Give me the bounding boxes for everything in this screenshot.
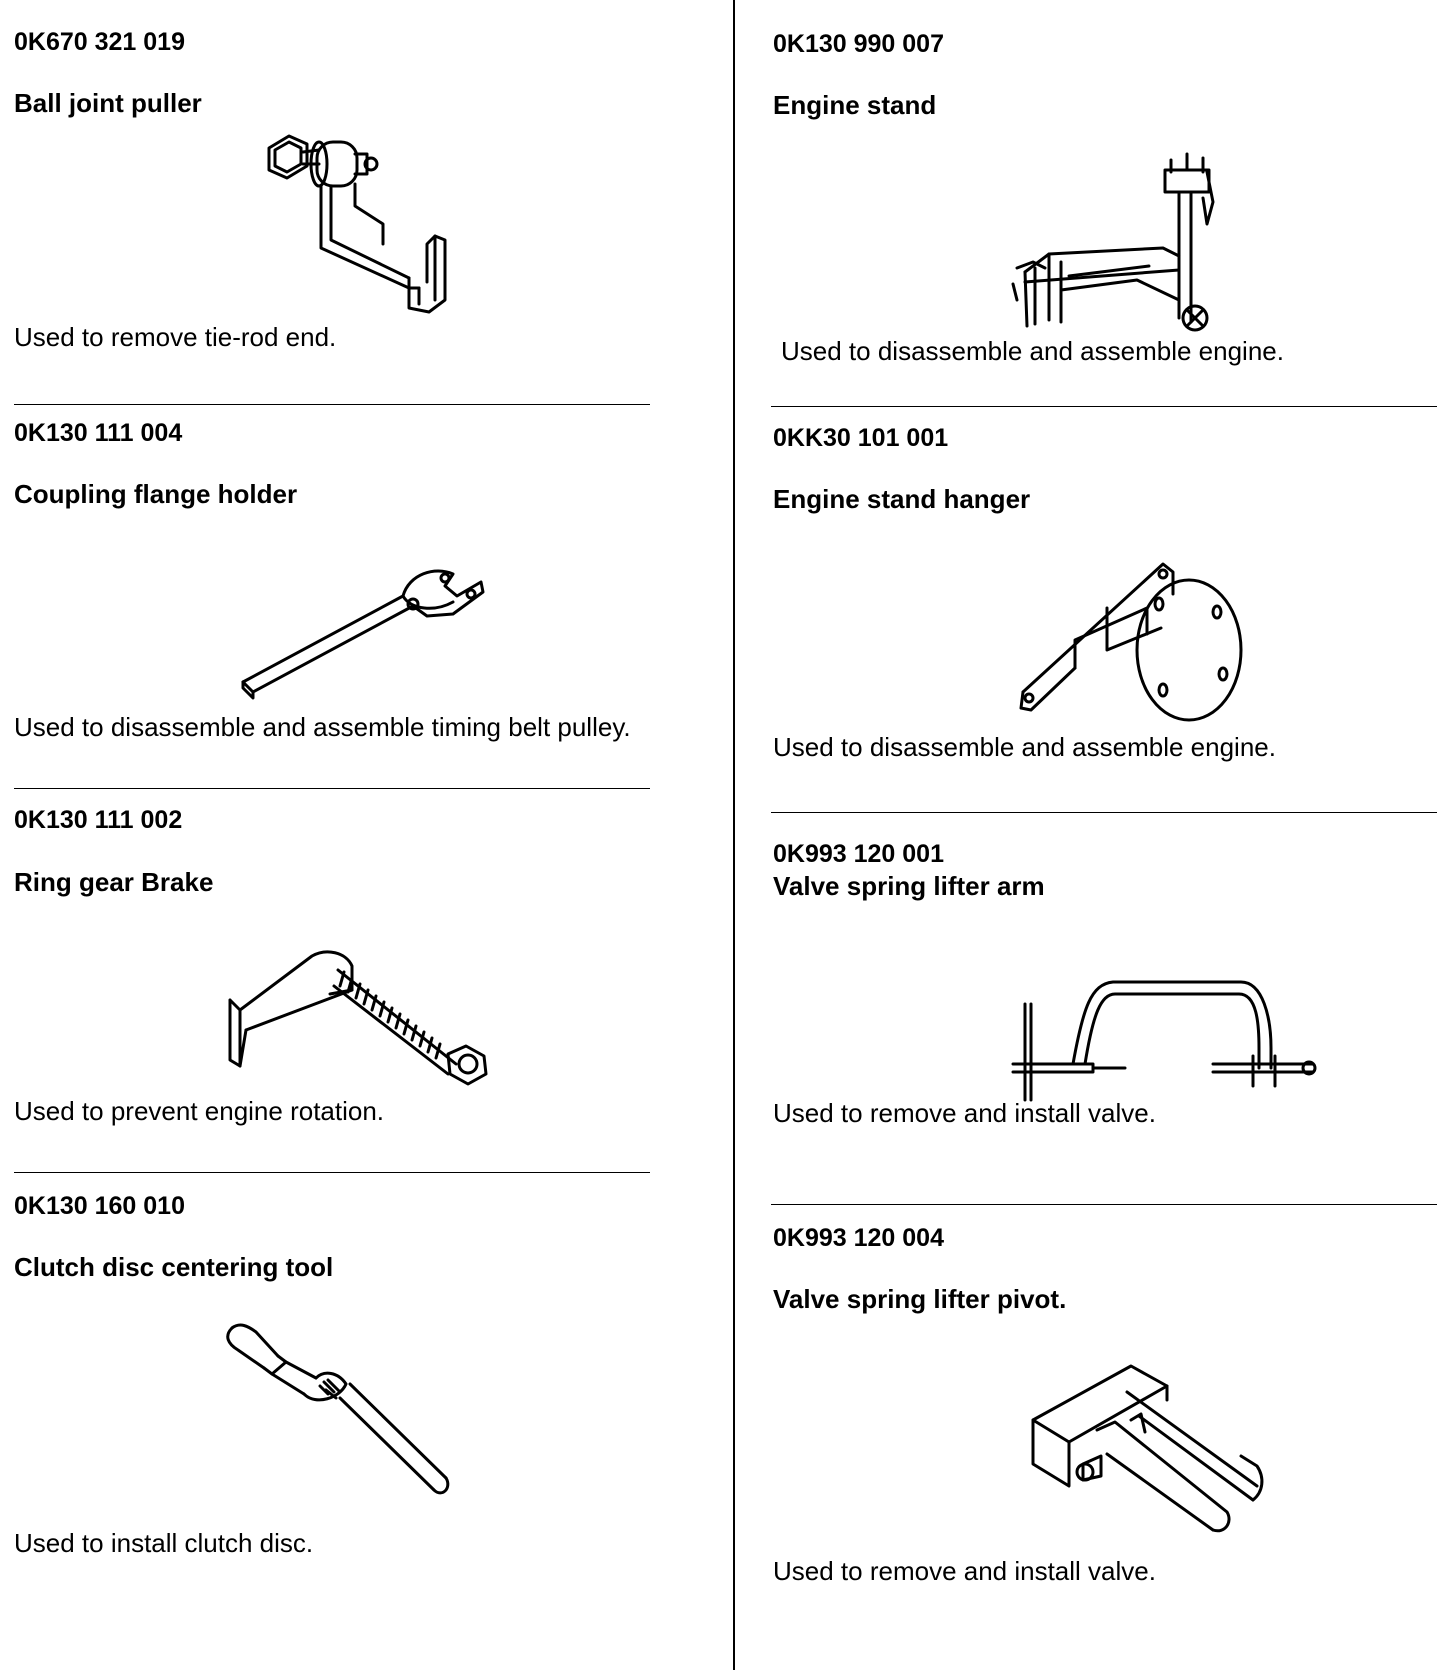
part-number: 0K670 321 019 xyxy=(14,28,185,56)
tool-description: Used to disassemble and assemble timing belt pulley. xyxy=(14,712,631,742)
tool-description: Used to remove and install valve. xyxy=(773,1556,1156,1586)
tool-entry-coupling-flange-holder xyxy=(14,412,704,798)
tool-name: Valve spring lifter pivot. xyxy=(773,1284,1067,1314)
tool-entry-engine-stand xyxy=(773,0,1456,414)
valve-spring-lifter-arm-icon xyxy=(1013,968,1333,1178)
tool-entry-engine-stand-hanger xyxy=(773,414,1456,828)
tool-description: Used to disassemble and assemble engine. xyxy=(773,732,1276,762)
tool-description: Used to remove and install valve. xyxy=(773,1098,1156,1128)
entry-separator xyxy=(771,812,1437,813)
part-number: 0K130 160 010 xyxy=(14,1192,185,1220)
part-number: 0K993 120 001 xyxy=(773,840,944,868)
entry-separator xyxy=(771,406,1437,407)
part-number: 0K993 120 004 xyxy=(773,1224,944,1252)
tool-description: Used to install clutch disc. xyxy=(14,1528,314,1558)
tool-description: Used to remove tie-rod end. xyxy=(14,322,337,352)
part-number: 0KK30 101 001 xyxy=(773,424,949,452)
tool-name: Clutch disc centering tool xyxy=(14,1252,334,1282)
tool-entry-clutch-disc-centering-tool xyxy=(14,1184,704,1670)
tool-name: Ball joint puller xyxy=(14,88,202,118)
tool-entry-valve-spring-lifter-pivot xyxy=(773,1216,1456,1670)
part-number: 0K130 990 007 xyxy=(773,30,944,58)
tool-description: Used to disassemble and assemble engine. xyxy=(781,336,1284,366)
tool-entry-ball-joint-puller xyxy=(14,0,704,412)
left-column xyxy=(14,0,704,1670)
entry-separator xyxy=(14,404,650,405)
right-column xyxy=(773,0,1456,1670)
part-number: 0K130 111 002 xyxy=(14,806,183,834)
engine-stand-icon xyxy=(1009,150,1329,360)
tool-name: Engine stand xyxy=(773,90,937,120)
tool-entry-valve-spring-lifter-arm xyxy=(773,828,1456,1216)
entry-separator xyxy=(14,1172,650,1173)
part-number: 0K130 111 004 xyxy=(14,419,183,447)
tool-name: Engine stand hanger xyxy=(773,484,1031,514)
tool-name: Valve spring lifter arm xyxy=(773,871,1045,901)
tool-entry-ring-gear-brake xyxy=(14,798,704,1184)
tool-name: Ring gear Brake xyxy=(14,867,214,897)
valve-spring-lifter-pivot-icon xyxy=(1027,1360,1347,1570)
entry-separator xyxy=(771,1204,1437,1205)
entry-separator xyxy=(14,788,650,789)
tool-description: Used to prevent engine rotation. xyxy=(14,1096,385,1126)
column-divider xyxy=(733,0,735,1670)
ball-joint-puller-icon xyxy=(259,128,579,338)
tool-name: Coupling flange holder xyxy=(14,479,298,509)
clutch-disc-centering-tool-icon xyxy=(220,1318,540,1528)
